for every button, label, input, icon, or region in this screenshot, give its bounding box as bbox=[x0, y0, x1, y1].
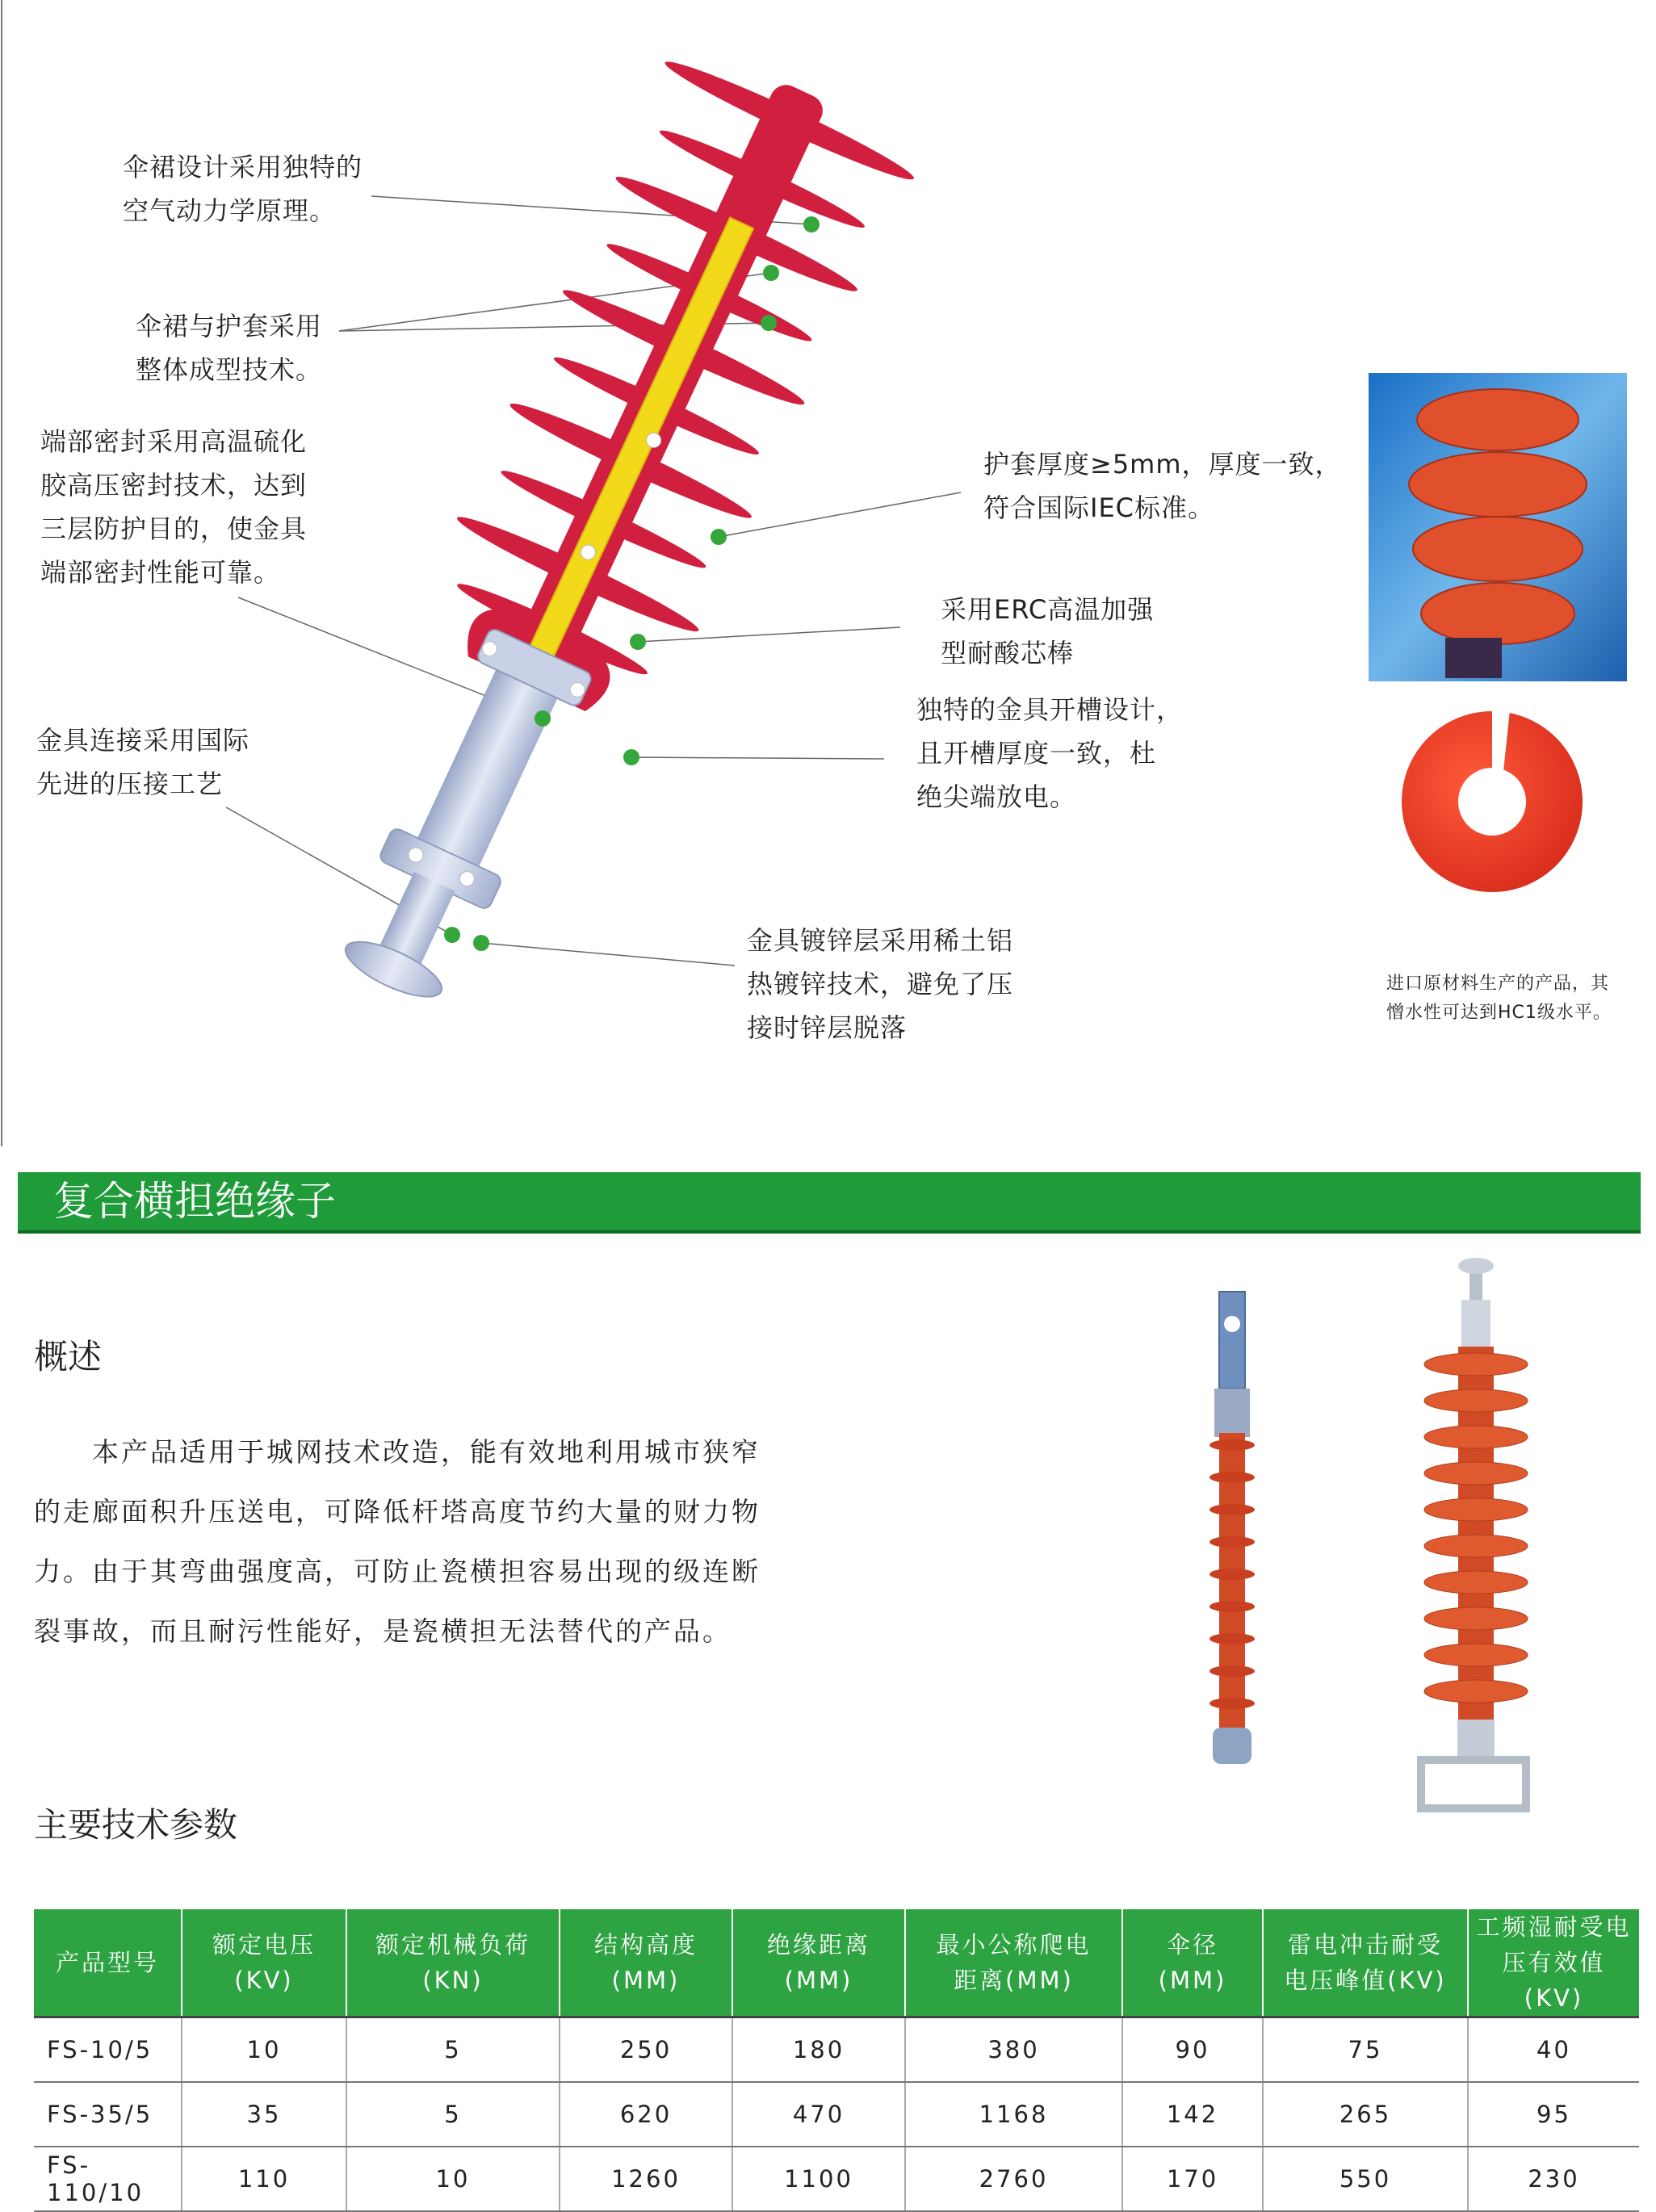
callout-line: 先进的压接工艺 bbox=[36, 769, 224, 799]
cell-model: FS-10/5 bbox=[34, 2017, 182, 2083]
header-text: 结构高度 bbox=[593, 1931, 698, 1959]
params-table bbox=[34, 1909, 1639, 2212]
callout-line: 伞裙设计采用独特的 bbox=[123, 152, 363, 182]
header-load bbox=[346, 1909, 560, 2017]
header-text: (KN) bbox=[422, 1967, 484, 1994]
table-cell: 1168 bbox=[905, 2082, 1122, 2147]
cut-disc-photo bbox=[1402, 710, 1583, 892]
callout-integral-molding bbox=[136, 304, 322, 392]
header-text: 额定电压 bbox=[212, 1931, 316, 1959]
header-creepage bbox=[905, 1909, 1122, 2017]
callout-line: 且开槽厚度一致，杜 bbox=[916, 738, 1157, 769]
table-cell: 10 bbox=[346, 2147, 560, 2211]
header-lightning bbox=[1263, 1909, 1468, 2017]
callout-line: 护套厚度≥5mm，厚度一致， bbox=[983, 449, 1342, 480]
header-voltage bbox=[182, 1909, 346, 2017]
table-row bbox=[34, 2082, 1639, 2147]
callout-line: 金具镀锌层采用稀土铝 bbox=[747, 925, 1014, 956]
table-cell: 1100 bbox=[732, 2147, 905, 2211]
section-header-bar bbox=[18, 1172, 1641, 1234]
callout-line: 整体成型技术。 bbox=[136, 354, 323, 385]
product-photos bbox=[1179, 1251, 1566, 1816]
table-cell: 380 bbox=[905, 2017, 1122, 2083]
table-cell: 10 bbox=[182, 2017, 346, 2083]
caption-line: 憎水性可达到HC1级水平。 bbox=[1386, 1003, 1612, 1023]
header-text: 电压峰值(KV) bbox=[1284, 1967, 1447, 1994]
table-cell: 40 bbox=[1468, 2017, 1639, 2083]
header-height bbox=[560, 1909, 732, 2017]
table-row bbox=[34, 2147, 1639, 2211]
table-cell: 1260 bbox=[560, 2147, 732, 2211]
header-text: 最小公称爬电 bbox=[936, 1931, 1092, 1959]
callout-shed-design bbox=[123, 145, 363, 233]
product-photo-large bbox=[1421, 1258, 1528, 1808]
table-cell: 180 bbox=[732, 2017, 905, 2083]
header-text: (KV) bbox=[234, 1967, 294, 1994]
callout-line: 独特的金具开槽设计， bbox=[916, 694, 1184, 725]
callout-line: 金具连接采用国际 bbox=[36, 725, 250, 756]
table-cell: 75 bbox=[1263, 2017, 1468, 2083]
callout-sheath-thickness bbox=[983, 442, 1342, 530]
callout-end-seal bbox=[40, 420, 307, 594]
callout-galvanizing bbox=[747, 919, 1013, 1049]
callout-line: 端部密封性能可靠。 bbox=[40, 557, 281, 588]
table-cell: 35 bbox=[182, 2082, 346, 2147]
header-text: (MM) bbox=[611, 1967, 681, 1994]
callout-line: 采用ERC高温加强 bbox=[941, 594, 1155, 625]
header-text: 雷电冲击耐受 bbox=[1287, 1931, 1443, 1959]
table-cell: 250 bbox=[560, 2017, 732, 2083]
callout-line: 端部密封采用高温硫化 bbox=[40, 426, 308, 457]
cell-model: FS-35/5 bbox=[34, 2082, 182, 2147]
table-cell: 5 bbox=[346, 2082, 560, 2147]
header-text: 工频湿耐受电 bbox=[1476, 1913, 1632, 1941]
header-model bbox=[34, 1909, 182, 2017]
overview-heading: 概述 bbox=[34, 1337, 103, 1376]
header-shed-diameter bbox=[1122, 1909, 1263, 2017]
photo-caption bbox=[1386, 970, 1612, 1028]
callout-line: 绝尖端放电。 bbox=[916, 781, 1077, 812]
header-text: 产品型号 bbox=[55, 1949, 159, 1976]
callout-line: 型耐酸芯棒 bbox=[941, 638, 1075, 668]
params-heading: 主要技术参数 bbox=[34, 1805, 238, 1845]
header-power-frequency bbox=[1468, 1909, 1639, 2017]
header-distance bbox=[732, 1909, 905, 2017]
callout-line: 伞裙与护套采用 bbox=[136, 311, 323, 341]
callout-line: 三层防护目的，使金具 bbox=[40, 513, 308, 544]
callout-crimp-process bbox=[36, 718, 249, 806]
header-text: 额定机械负荷 bbox=[375, 1931, 530, 1959]
callout-line: 胶高压密封技术，达到 bbox=[40, 470, 308, 501]
header-text: 压有效值(KV) bbox=[1502, 1949, 1606, 2012]
table-cell: 550 bbox=[1263, 2147, 1468, 2211]
callout-line: 接时锌层脱落 bbox=[747, 1012, 908, 1043]
callout-line: 符合国际IEC标准。 bbox=[983, 492, 1215, 523]
caption-line: 进口原材料生产的产品，其 bbox=[1386, 974, 1610, 994]
callout-line: 空气动力学原理。 bbox=[123, 195, 337, 226]
table-row bbox=[34, 2017, 1639, 2083]
material-photo bbox=[1369, 373, 1627, 681]
table-cell: 110 bbox=[182, 2147, 346, 2211]
section-title: 复合横担绝缘子 bbox=[53, 1178, 336, 1225]
table-cell: 2760 bbox=[905, 2147, 1122, 2211]
product-photo-slim bbox=[1210, 1292, 1255, 1764]
table-cell: 90 bbox=[1122, 2017, 1263, 2083]
table-cell: 230 bbox=[1468, 2147, 1639, 2211]
header-text: 绝缘距离 bbox=[766, 1931, 870, 1959]
table-header-row bbox=[34, 1909, 1639, 2017]
header-text: 距离(MM) bbox=[954, 1967, 1074, 1994]
table-cell: 470 bbox=[732, 2082, 905, 2147]
table-cell: 5 bbox=[346, 2017, 560, 2083]
cell-model: FS-110/10 bbox=[34, 2147, 182, 2211]
table-cell: 95 bbox=[1468, 2082, 1639, 2147]
table-cell: 170 bbox=[1122, 2147, 1263, 2211]
callout-ecr-core bbox=[941, 588, 1154, 675]
header-text: 伞径 bbox=[1166, 1931, 1218, 1959]
overview-paragraph bbox=[34, 1422, 777, 1661]
header-text: (MM) bbox=[784, 1967, 853, 1994]
overview-text: 本产品适用于城网技术改造，能有效地利用城市狭窄的走廊面积升压送电，可降低杆塔高度节约大量的财力物力。由于其弯曲强度高，可防止瓷横担容易出现的级连断裂事故，而且耐污性能好，是瓷横担无法替代的产品。 bbox=[34, 1436, 761, 1647]
table-cell: 265 bbox=[1263, 2082, 1468, 2147]
header-text: (MM) bbox=[1158, 1967, 1227, 1994]
table-cell: 142 bbox=[1122, 2082, 1263, 2147]
table-cell: 620 bbox=[560, 2082, 732, 2147]
callout-line: 热镀锌技术，避免了压 bbox=[747, 969, 1014, 999]
callout-slot-design bbox=[916, 688, 1183, 819]
